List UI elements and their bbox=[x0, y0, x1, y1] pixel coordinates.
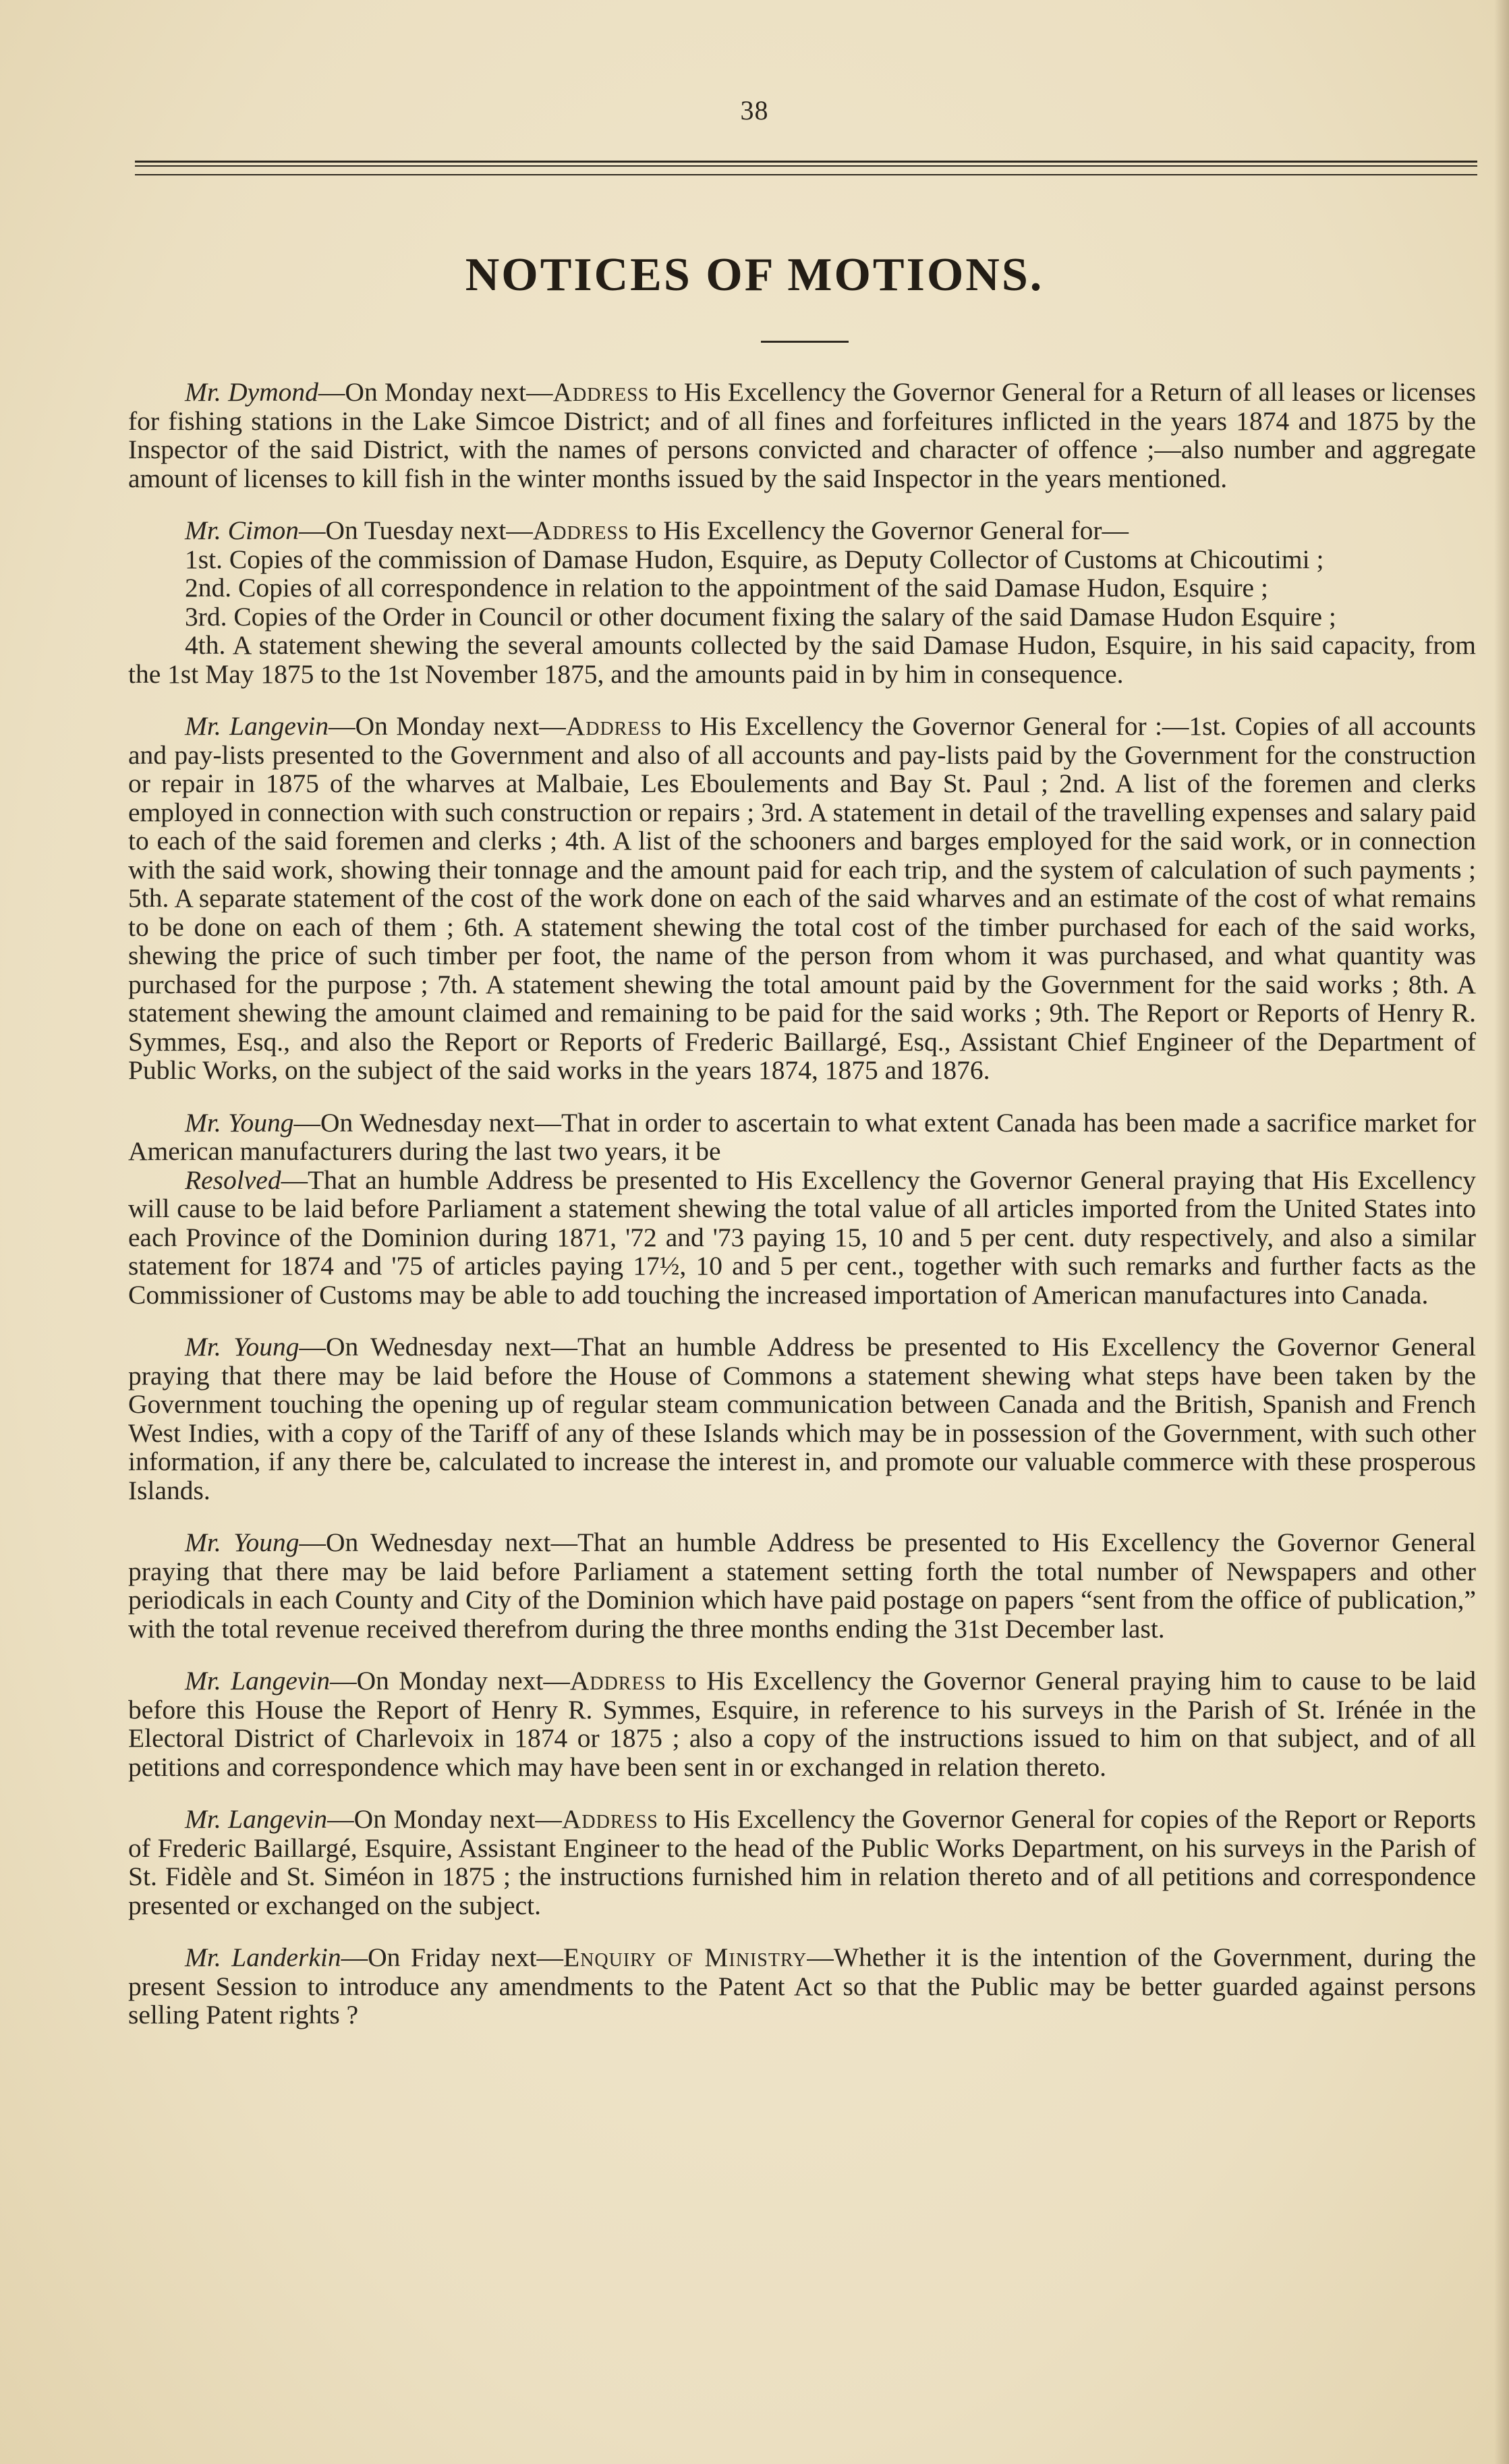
motion-text: to His Excellency the Governor General for a Return of all leases or licenses for fishing stations in the Lake Simcoe District; and of all fines and forfeitures inflicted in the years 1874 and 1875 by the Inspector of the said District, with the names of persons convicted and character of offence ;—also number and aggregate amount of licenses to kill fish in the winter months issued by the said Inspector in the years mentioned. bbox=[128, 377, 1477, 493]
motion-text: That an humble Address be presented to His Excellency the Governor General praying that there may be laid before the House of Commons a statement shewing what steps have been taken by the Government touching the opening up of regular steam communication between Canada and the British, Spanish and French West Indies, with a copy of the Tariff of any of these Islands which may be in possession of the Government, with such other information, if any there be, calculated to increase the interest in, and promote our valuable commerce with these prosperous Islands. bbox=[128, 1332, 1477, 1505]
motions-list bbox=[128, 378, 1476, 2053]
motion-timing: —On Friday next— bbox=[341, 1942, 564, 1972]
motion-paragraph bbox=[128, 1333, 1476, 1505]
motion-paragraph bbox=[128, 1528, 1476, 1643]
motion-sub-item: 1st. Copies of the commission of Damase Hudon, Esquire, as Deputy Collector of Customs at Chicoutimi ; bbox=[185, 544, 1324, 574]
motion-mover: Mr. Young bbox=[185, 1107, 294, 1138]
resolved-paragraph bbox=[128, 1166, 1476, 1310]
motion-mover: Mr. Landerkin bbox=[185, 1942, 341, 1972]
motion-mover: Mr. Langevin bbox=[185, 1666, 331, 1696]
motion-text: to His Excellency the Governor General for :—1st. Copies of all accounts and pay-lists presented to the Government and also of all accounts and pay-lists paid by the Government for the construction or repair in 1875 of the wharves at Malbaie, Les Eboulements and Bay St. Paul ; 2nd. A list of the foremen and clerks employed in connection with such construction or repairs ; 3rd. A statement in detail of the travelling expenses and salary paid to each of the said foremen and clerks ; 4th. A list of the schooners and barges employed for the said work, or in connection with the said work, showing their tonnage and the amount paid for each trip, and the system of calculation of such payments ; 5th. A separate statement of the cost of the work done on each of the said wharves and an estimate of the cost of what remains to be done on each of them ; 6th. A statement shewing the total cost of the timber purchased for each of the said works, shewing the price of such timber per foot, the name of the person from whom it was purchased, and what quantity was purchased for the purpose ; 7th. A statement shewing the total amount paid by the Government for the said works ; 8th. A statement shewing the amount claimed and remaining to be paid for the said works ; 9th. The Report or Reports of Henry R. Symmes, Esq., and also the Report or Reports of Frederic Baillargé, Esq., Assistant Chief Engineer of the Department of Public Works, on the subject of the said works in the years 1874, 1875 and 1876. bbox=[128, 711, 1476, 1085]
motion-item bbox=[128, 378, 1476, 493]
motion-item bbox=[128, 1528, 1476, 1643]
motion-timing: —On Monday next— bbox=[318, 377, 553, 407]
resolved-label: Resolved bbox=[185, 1165, 281, 1195]
motion-text: That in order to ascertain to what extent Canada has been made a sacrifice market for American manufacturers during the last two years, it be bbox=[128, 1107, 1476, 1166]
motion-timing: —On Monday next— bbox=[330, 1666, 570, 1696]
motion-kind: Address bbox=[561, 1804, 658, 1834]
motion-timing: —On Tuesday next— bbox=[299, 515, 533, 545]
page-edge-shadow bbox=[1494, 0, 1509, 2464]
motion-paragraph bbox=[128, 712, 1476, 1085]
motion-timing: —On Wednesday next— bbox=[293, 1107, 562, 1138]
motion-sub-item: 4th. A statement shewing the several amounts collected by the said Damase Hudon, Esquire, in his said capacity, from the 1st May 1875 to the 1st November 1875, and the amounts paid in by him in consequence. bbox=[128, 630, 1476, 689]
motion-mover: Mr. Dymond bbox=[185, 377, 318, 407]
motion-paragraph bbox=[128, 516, 1476, 545]
motion-timing: —On Monday next— bbox=[329, 711, 566, 741]
header-thin-rule bbox=[135, 174, 1477, 175]
resolved-text: —That an humble Address be presented to His Excellency the Governor General praying that His Excellency will cause to be laid before Parliament a statement shewing the total value of all articles imported from the United States into each Province of the Dominion during 1871, '72 and '73 paying 15, 10 and 5 per cent. duty respectively, and also a similar statement for 1874 and '75 of articles paying 17½, 10 and 5 per cent., together with such remarks and further facts as the Commissioner of Customs may be able to add touching the increased importation of American manufactures into Canada. bbox=[128, 1165, 1476, 1310]
motion-paragraph bbox=[128, 1667, 1476, 1781]
motion-paragraph bbox=[128, 1943, 1476, 2029]
motion-kind: Enquiry of Ministry bbox=[563, 1942, 807, 1972]
motion-timing: —On Wednesday next— bbox=[299, 1528, 577, 1557]
motion-text: to His Excellency the Governor General for— bbox=[629, 515, 1129, 545]
motion-text: to His Excellency the Governor General for copies of the Report or Reports of Frederic Baillargé, Esquire, Assistant Engineer to the head of the Public Works Department, on his surveys in the Parish of St. Fidèle and St. Siméon in 1875 ; the instructions furnished him in relation thereto and of all petitions and correspondence presented or exchanged on the subject. bbox=[128, 1804, 1477, 1920]
header-double-rule bbox=[135, 161, 1477, 167]
motion-item bbox=[128, 1805, 1476, 1920]
motion-mover: Mr. Cimon bbox=[185, 515, 299, 545]
motion-mover: Mr. Young bbox=[185, 1332, 300, 1362]
motion-mover: Mr. Young bbox=[185, 1528, 300, 1557]
motion-item bbox=[128, 712, 1476, 1085]
motion-kind: Address bbox=[565, 711, 662, 741]
motion-item bbox=[128, 1667, 1476, 1781]
motion-kind: Address bbox=[569, 1666, 666, 1696]
page-number: 38 bbox=[740, 95, 769, 125]
motion-mover: Mr. Langevin bbox=[185, 711, 329, 741]
motion-sub-item: 2nd. Copies of all correspondence in relation to the appointment of the said Damase Hudon, Esquire ; bbox=[185, 573, 1268, 603]
motion-item bbox=[128, 1109, 1476, 1310]
motion-item bbox=[128, 516, 1476, 688]
motion-text: —Whether it is the intention of the Government, during the present Session to introduce any amendments to the Patent Act so that the Public may be better guarded against persons selling Patent rights ? bbox=[128, 1942, 1476, 2029]
motion-text: to His Excellency the Governor General praying him to cause to be laid before this House the Report of Henry R. Symmes, Esquire, in reference to his surveys in the Parish of St. Irénée in the Electoral District of Charlevoix in 1874 or 1875 ; also a copy of the instructions issued to him on that subject, and of all petitions and correspondence which may have been sent in or exchanged in relation thereto. bbox=[128, 1666, 1477, 1782]
motion-paragraph bbox=[128, 378, 1476, 493]
motion-kind: Address bbox=[532, 515, 629, 545]
motion-paragraph bbox=[128, 1805, 1476, 1920]
motion-sub-item: 3rd. Copies of the Order in Council or other document fixing the salary of the said Damase Hudon Esquire ; bbox=[185, 601, 1336, 632]
motion-timing: —On Monday next— bbox=[327, 1804, 562, 1834]
motion-item bbox=[128, 1943, 1476, 2029]
motion-paragraph bbox=[128, 1109, 1476, 1166]
title-rule bbox=[761, 341, 849, 343]
motion-item bbox=[128, 1333, 1476, 1505]
motion-kind: Address bbox=[552, 377, 650, 407]
motion-timing: —On Wednesday next— bbox=[299, 1332, 577, 1362]
page-title: NOTICES OF MOTIONS. bbox=[465, 249, 1044, 301]
motion-mover: Mr. Langevin bbox=[185, 1804, 328, 1834]
motion-text: That an humble Address be presented to His Excellency the Governor General praying that there may be laid before Parliament a statement setting forth the total number of Newspapers and other periodicals in each County and City of the Dominion which have paid postage on papers “sent from the office of publication,” with the total revenue received therefrom during the three months ending the 31st December last. bbox=[128, 1528, 1477, 1644]
